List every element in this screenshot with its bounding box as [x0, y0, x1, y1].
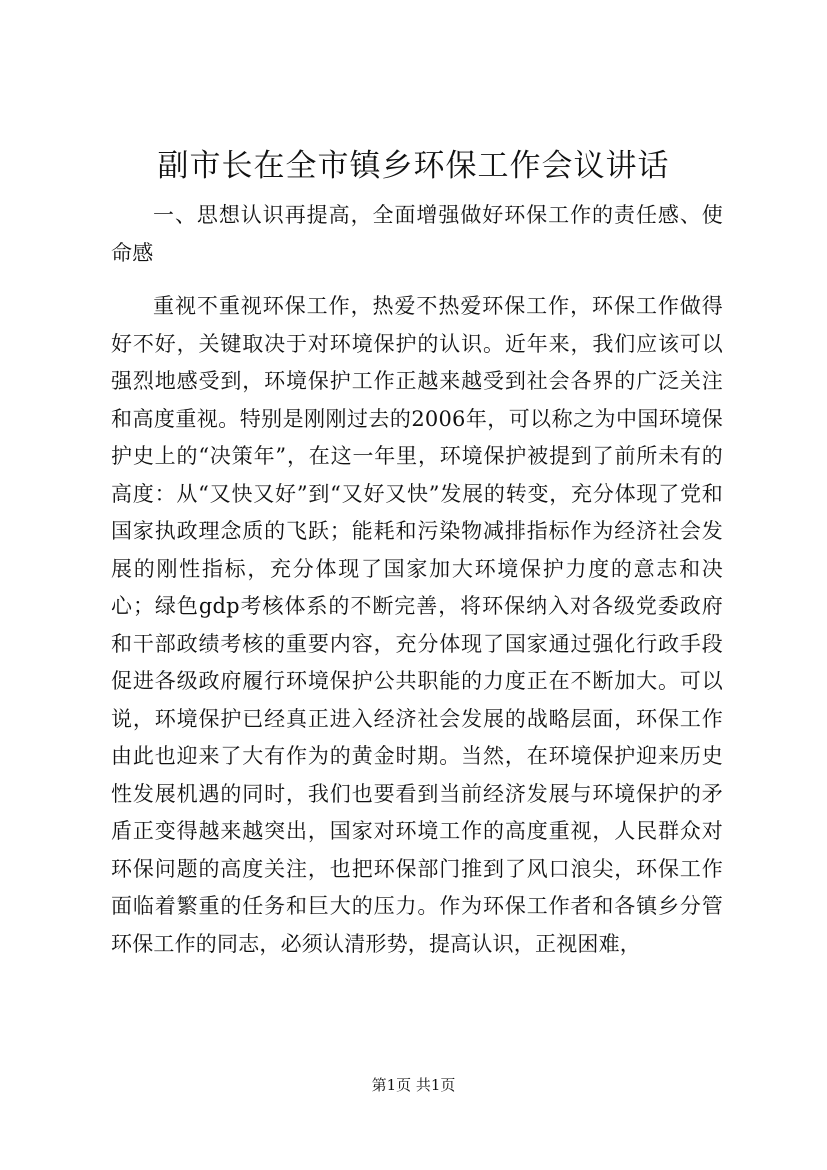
body-paragraph: 重视不重视环保工作，热爱不热爱环保工作，环保工作做得好不好，关键取决于对环境保护的认识。近年来，我们应该可以强烈地感受到，环境保护工作正越来越受到社会各界的广泛关注和高度重视。特别是刚刚过去的2006年，可以称之为中国环境保护史上的“决策年”，在这一年里，环境保护被提到了前所未有的高度：从“又快又好”到“又好又快”发展的转变，充分体现了党和国家执政理念质的飞跃；能耗和污染物减排指标作为经济社会发展的刚性指标，充分体现了国家加大环境保护力度的意志和决心；绿色gdp考核体系的不断完善，将环保纳入对各级党委政府和干部政绩考核的重要内容，充分体现了国家通过强化行政手段促进各级政府履行环境保护公共职能的力度正在不断加大。可以说，环境保护已经真正进入经济社会发展的战略层面，环保工作由此也迎来了大有作为的黄金时期。当然，在环境保护迎来历史性发展机遇的同时，我们也要看到当前经济发展与环境保护的矛盾正变得越来越突出，国家对环境工作的高度重视，人民群众对环保问题的高度关注，也把环保部门推到了风口浪尖，环保工作面临着繁重的任务和巨大的压力。作为环保工作者和各镇乡分管环保工作的同志，必须认清形势，提高认识，正视困难， [111, 294, 723, 956]
page-footer: 第1页 共1页 [371, 1076, 456, 1094]
document-body [111, 197, 723, 963]
document-title: 副市长在全市镇乡环保工作会议讲话 [157, 148, 670, 184]
section-heading: 一、思想认识再提高，全面增强做好环保工作的责任感、使命感 [111, 203, 723, 265]
